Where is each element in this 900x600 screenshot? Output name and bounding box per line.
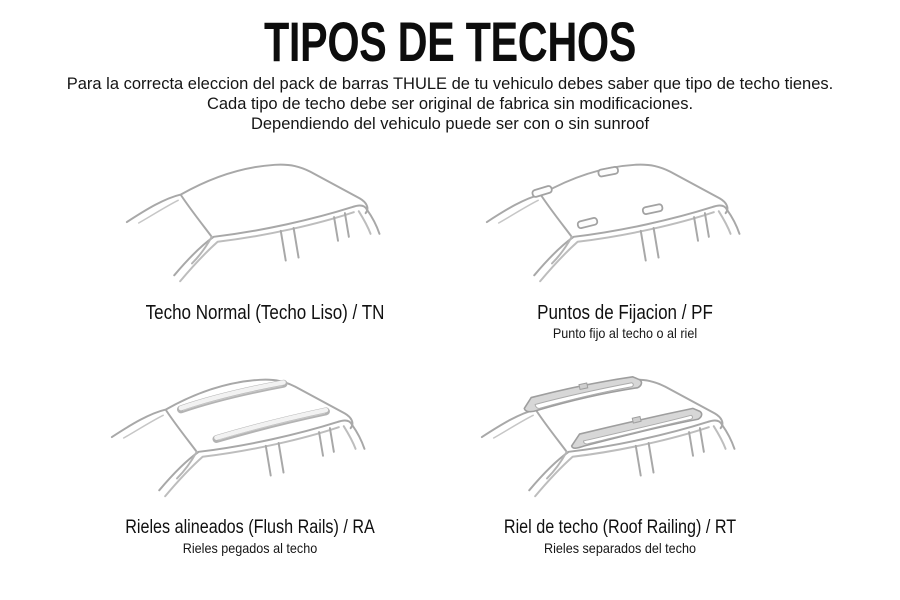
roof-type-sublabel-rt: Rieles separados del techo [543,540,696,556]
roof-type-label-pf: Puntos de Fijacion / PF [537,302,713,324]
intro-text [0,74,900,134]
roof-type-card-pf [405,150,845,342]
roof-type-label-rt: Riel de techo (Roof Railing) / RT [503,517,737,538]
intro-line-3: Dependiendo del vehiculo puede ser con o sin sunroof [250,115,650,133]
car-roof-flush-rail-icon [100,365,400,513]
intro-line-2: Cada tipo de techo debe ser original de fabrica sin modificaciones. [206,95,694,113]
roof-type-card-rt [400,365,840,557]
car-roof-raised-rail-icon [470,365,770,513]
roof-type-sublabel-pf: Punto fijo al techo o al riel [552,325,698,341]
roof-type-sublabel-ra: Rieles pegados al techo [182,540,318,556]
car-roof-plain-icon [115,150,415,298]
roof-type-label-ra: Rieles alineados (Flush Rails) / RA [125,517,375,538]
roof-type-label-tn: Techo Normal (Techo Liso) / TN [145,302,385,324]
car-roof-fixpoint-icon [475,150,775,298]
intro-line-1: Para la correcta eleccion del pack de barras THULE de tu vehiculo debes saber que tipo de techo tienes. [66,75,834,93]
page-title: TIPOS DE TECHOS [263,10,637,73]
